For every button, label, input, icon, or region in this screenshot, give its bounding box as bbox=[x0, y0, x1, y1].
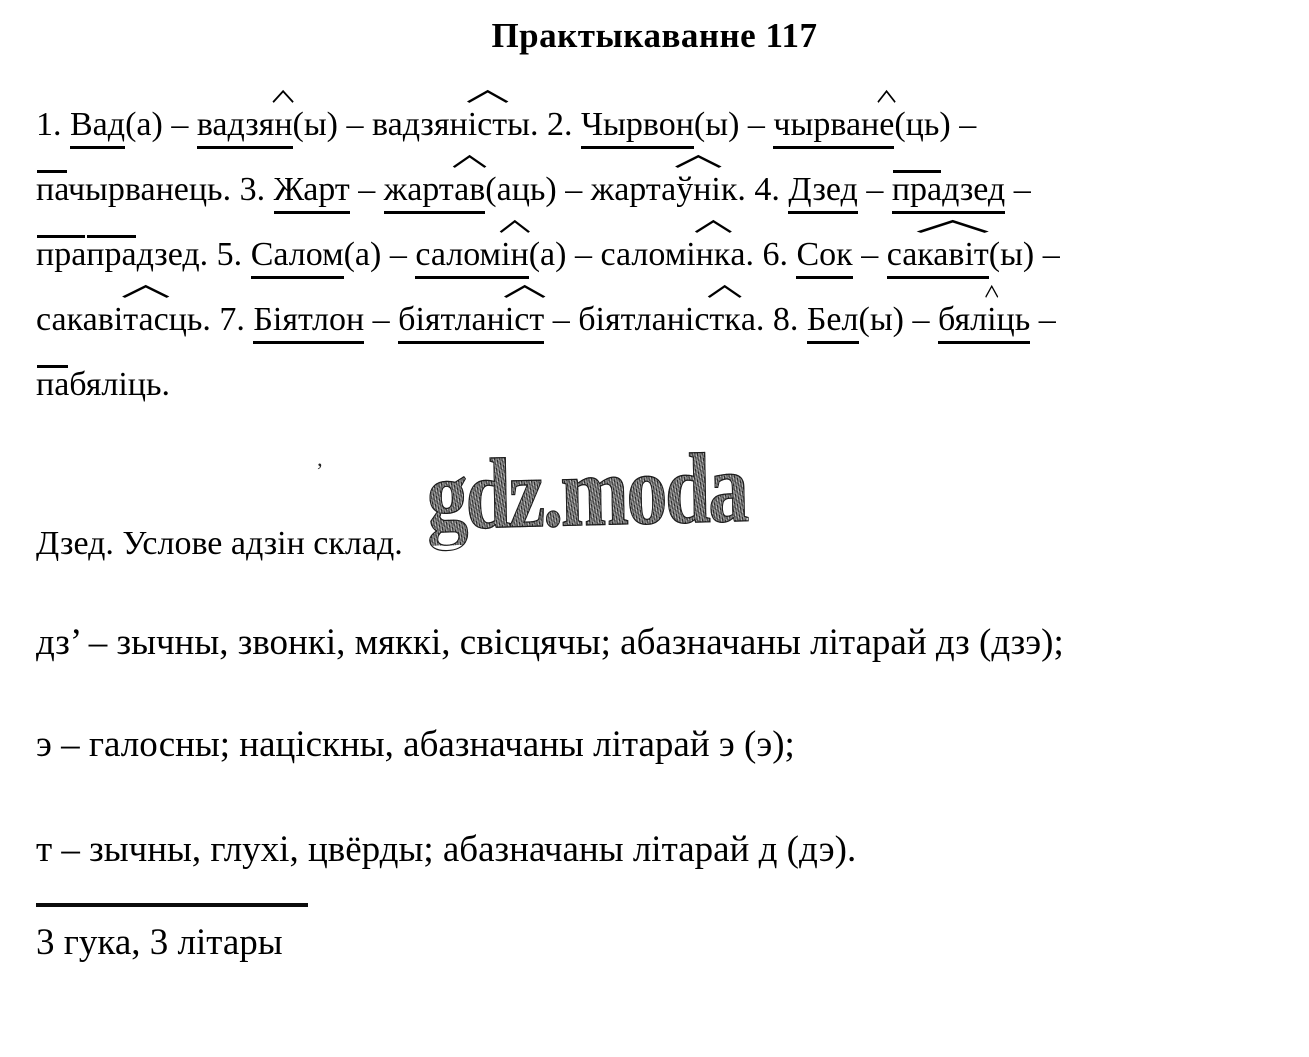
text-segment: а. 8. bbox=[740, 301, 807, 338]
caret-mark-icon bbox=[877, 90, 896, 102]
root-underlined-segment: ав bbox=[454, 171, 485, 214]
root-underlined-segment: жарт bbox=[384, 171, 454, 214]
text-segment: ць. 7. bbox=[168, 301, 254, 338]
analysis-line-t: т – зычны, глухі, цвёрды; абазначаны літарай д (дэ). bbox=[36, 829, 857, 870]
text-segment: – bbox=[1005, 171, 1031, 208]
text-segment: (ць) – bbox=[894, 106, 977, 143]
caret-mark-icon bbox=[499, 220, 531, 232]
text-segment: – bbox=[1030, 301, 1056, 338]
root-underlined-segment: е bbox=[879, 106, 894, 149]
root-underlined-segment: Біятлон bbox=[253, 301, 364, 344]
exercise-line bbox=[36, 287, 1060, 352]
root-underlined-segment: біятлан bbox=[398, 301, 505, 344]
root-underlined-segment: Салом bbox=[251, 236, 344, 279]
text-segment: жарта bbox=[590, 171, 677, 208]
text-segment: ы. 2. bbox=[507, 106, 581, 143]
exercise-line bbox=[36, 352, 1060, 417]
caret-mark-icon bbox=[707, 285, 742, 297]
text-segment: – bbox=[349, 171, 384, 208]
root-underlined-segment: Жарт bbox=[274, 171, 350, 214]
text-segment: бяліць. bbox=[69, 366, 171, 403]
text-segment: (аць) – bbox=[485, 171, 591, 208]
text-segment: чырванець. 3. bbox=[67, 171, 274, 208]
root-underlined-segment: вадзя bbox=[197, 106, 274, 149]
text-segment: – bbox=[857, 171, 892, 208]
sounds-letters-summary: 3 гука, 3 літары bbox=[36, 922, 283, 963]
text-segment: к. 4. bbox=[720, 171, 789, 208]
text-segment: саломі bbox=[600, 236, 696, 273]
root-underlined-segment: Чырвон bbox=[581, 106, 694, 149]
caret-mark-icon bbox=[915, 220, 990, 232]
analysis-line-e: э – галосны; націскны, абазначаны літарай э (э); bbox=[36, 724, 795, 765]
root-underlined-segment: ін bbox=[501, 236, 529, 279]
root-underlined-segment: Дзед bbox=[788, 171, 857, 214]
prefix-overlined-segment: пра bbox=[36, 236, 87, 273]
root-underlined-segment: Вад bbox=[70, 106, 125, 149]
exercise-block bbox=[36, 92, 1060, 417]
text-segment: – bbox=[364, 301, 399, 338]
prefix-overlined-segment: пра bbox=[86, 236, 137, 273]
caret-mark-icon bbox=[503, 285, 546, 297]
root-underlined-segment: са bbox=[887, 236, 918, 279]
exercise-line bbox=[36, 157, 1060, 222]
caret-mark-icon bbox=[452, 155, 487, 167]
analysis-line-dz: дз’ – зычны, звонкі, мяккі, свісцячы; абазначаны літарай дз (дзэ); bbox=[36, 622, 1064, 663]
root-underlined-segment: салом bbox=[415, 236, 501, 279]
text-segment: (ы) – bbox=[988, 236, 1060, 273]
analysis-intro: Дзед. Услове адзін склад. bbox=[36, 525, 403, 562]
text-segment: а. 6. bbox=[730, 236, 797, 273]
watermark-text: gdz.moda bbox=[425, 431, 748, 551]
text-segment: (ы) – bbox=[858, 301, 938, 338]
root-underlined-segment: і bbox=[987, 301, 996, 344]
text-segment: дзед. 5. bbox=[136, 236, 251, 273]
caret-mark-icon bbox=[985, 285, 998, 297]
root-underlined-segment: чырван bbox=[773, 106, 879, 149]
text-segment: – bbox=[852, 236, 887, 273]
text-segment: вадзян bbox=[372, 106, 468, 143]
text-segment: біятланіс bbox=[578, 301, 710, 338]
exercise-line bbox=[36, 92, 1060, 157]
root-underlined-segment: бял bbox=[938, 301, 987, 344]
root-underlined-segment: ць bbox=[997, 301, 1031, 344]
text-segment: 1. bbox=[36, 106, 70, 143]
root-underlined-segment: Бел bbox=[807, 301, 859, 344]
exercise-line bbox=[36, 222, 1060, 287]
caret-mark-icon bbox=[121, 285, 170, 297]
root-underlined-segment: н bbox=[274, 106, 292, 149]
suffix-caret-segment: іст bbox=[468, 106, 507, 143]
caret-mark-icon bbox=[674, 155, 723, 167]
page-title: Практыкаванне 117 bbox=[491, 16, 818, 55]
text-segment: (ы) – bbox=[693, 106, 774, 143]
suffix-caret-segment: нк bbox=[696, 236, 731, 273]
text-segment: (а) – bbox=[343, 236, 416, 273]
root-underlined-segment: дзед bbox=[942, 171, 1005, 214]
root-underlined-segment: кавіт bbox=[917, 236, 988, 279]
text-segment: (а) – bbox=[125, 106, 197, 143]
stray-mark: ’ bbox=[316, 458, 324, 483]
caret-mark-icon bbox=[466, 90, 509, 102]
suffix-caret-segment: ўні bbox=[676, 171, 721, 208]
text-segment: (ы) – bbox=[292, 106, 373, 143]
caret-mark-icon bbox=[694, 220, 733, 232]
suffix-caret-segment: тк bbox=[709, 301, 740, 338]
text-segment: (а) – bbox=[528, 236, 601, 273]
root-underlined-segment: Сок bbox=[796, 236, 852, 279]
text-segment: – bbox=[544, 301, 579, 338]
suffix-caret-segment: тас bbox=[123, 301, 168, 338]
text-segment: сакаві bbox=[36, 301, 124, 338]
prefix-overlined-segment: па bbox=[36, 171, 68, 208]
caret-mark-icon bbox=[272, 90, 294, 102]
root-underlined-segment: іст bbox=[505, 301, 544, 344]
prefix-overlined-segment: па bbox=[36, 366, 70, 403]
summary-divider-line bbox=[36, 903, 308, 907]
root-underlined-segment: пра bbox=[892, 171, 942, 214]
